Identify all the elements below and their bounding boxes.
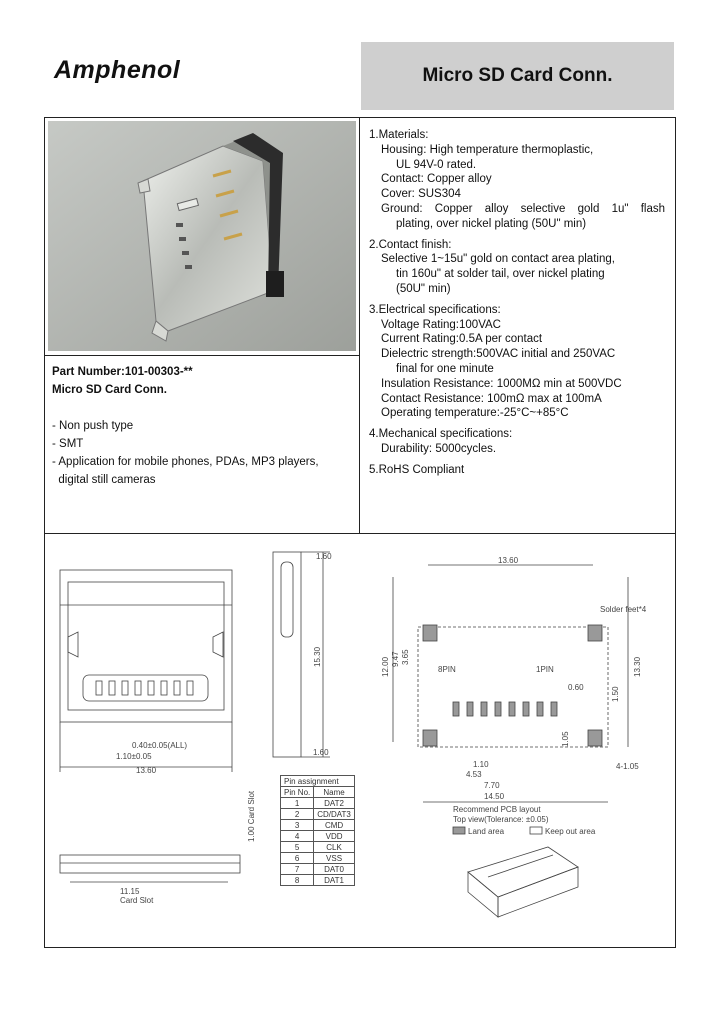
dim-label: 11.15 <box>120 887 140 896</box>
divider-drawing <box>44 533 676 534</box>
pin-no: 6 <box>281 853 314 864</box>
pcb-label: Solder feet*4 <box>600 605 647 614</box>
dim-label: 7.70 <box>484 781 500 790</box>
spec-line: Housing: High temperature thermoplastic, <box>381 143 594 156</box>
isometric-sketch <box>468 847 578 917</box>
dim-label: 1.05 <box>561 731 570 747</box>
spec-electrical <box>369 303 665 421</box>
land-area-swatch <box>453 827 465 834</box>
spec-line: Current Rating:0.5A per contact <box>381 333 543 346</box>
dim-label: 13.60 <box>136 766 157 775</box>
feature-item: - Non push type <box>52 420 134 432</box>
spec-line: plating, over nickel plating (50U" min) <box>396 217 587 230</box>
feature-item: - SMT <box>52 438 84 450</box>
spec-line: Ground: Copper alloy selective gold 1u" flash <box>381 202 665 215</box>
table-row <box>281 798 355 809</box>
spec-heading: 5.RoHS Compliant <box>369 463 465 476</box>
spec-line: Selective 1~15u" gold on contact area plating, <box>381 253 615 266</box>
spec-heading: 4.Mechanical specifications: <box>369 428 513 441</box>
spec-line: (50U" min) <box>396 282 451 295</box>
dim-label: 15.30 <box>313 646 322 667</box>
spec-line: tin 160u" at solder tail, over nickel plating <box>396 268 605 281</box>
table-row <box>281 809 355 820</box>
dim-label: 13.60 <box>498 556 519 565</box>
divider-photo <box>44 355 360 356</box>
pin-no: 8 <box>281 875 314 886</box>
pcb-caption: Recommend PCB layout <box>453 805 541 814</box>
pin-no: 5 <box>281 842 314 853</box>
pcb-label: 8PIN <box>438 665 456 674</box>
spec-heading: 3.Electrical specifications: <box>369 303 501 316</box>
table-row <box>281 842 355 853</box>
spec-mechanical <box>369 427 665 457</box>
table-row <box>281 831 355 842</box>
spec-line: Contact: Copper alloy <box>381 173 492 186</box>
pcb-caption: Top view(Tolerance: ±0.05) <box>453 815 549 824</box>
pin-name: CLK <box>314 842 355 853</box>
spec-line: Operating temperature:-25°C~+85°C <box>381 407 569 420</box>
keep-out-swatch <box>530 827 542 834</box>
pin-name: DAT0 <box>314 864 355 875</box>
spec-line: Dielectric strength:500VAC initial and 250VAC <box>381 348 616 361</box>
dim-label: 1.10±0.05 <box>116 752 152 761</box>
pin-no: 7 <box>281 864 314 875</box>
pin-name: CMD <box>314 820 355 831</box>
pin-name: VSS <box>314 853 355 864</box>
part-summary <box>52 363 357 489</box>
spec-heading: 1.Materials: <box>369 129 429 141</box>
table-row <box>281 820 355 831</box>
part-name: Micro SD Card Conn. <box>52 384 168 396</box>
pin-no: 2 <box>281 809 314 820</box>
pin-col-header: Pin No. <box>281 787 314 798</box>
front-bottom-view <box>60 855 240 882</box>
dim-label: 0.40±0.05(ALL) <box>132 741 188 750</box>
table-row <box>281 853 355 864</box>
spec-finish <box>369 238 665 297</box>
pin-no: 1 <box>281 798 314 809</box>
specifications <box>369 128 665 484</box>
spec-rohs <box>369 463 665 478</box>
pin-col-header: Name <box>314 787 355 798</box>
technical-drawing <box>48 537 672 944</box>
pin-assignment-table <box>280 775 355 886</box>
dim-label: 4-1.05 <box>616 762 639 771</box>
pin-no: 4 <box>281 831 314 842</box>
spec-heading: 2.Contact finish: <box>369 238 452 251</box>
part-number: Part Number:101-00303-** <box>52 366 193 378</box>
dim-label: 3.65 <box>401 649 410 665</box>
dim-label: 1.00 Card Slot <box>247 790 256 842</box>
spec-line: UL 94V-0 rated. <box>396 158 477 171</box>
spec-line: Voltage Rating:100VAC <box>381 318 501 331</box>
table-row <box>281 875 355 886</box>
legend-land: Land area <box>468 827 505 836</box>
dim-label: 13.30 <box>633 656 642 677</box>
spec-line: final for one minute <box>396 362 494 375</box>
pin-name: CD/DAT3 <box>314 809 355 820</box>
feature-item: - Application for mobile phones, PDAs, MP3 players, <box>52 456 319 468</box>
dim-label: 12.00 <box>381 656 390 677</box>
dim-label: 1.60 <box>316 552 332 561</box>
spec-line: Cover: SUS304 <box>381 188 461 201</box>
dim-label: 14.50 <box>484 792 505 801</box>
spec-materials <box>369 128 665 232</box>
dim-label: 1.10 <box>473 760 489 769</box>
spec-line: Durability: 5000cycles. <box>381 442 497 455</box>
pin-table-caption: Pin assignment <box>281 776 355 787</box>
pin-name: VDD <box>314 831 355 842</box>
pin-no: 3 <box>281 820 314 831</box>
pin-name: DAT1 <box>314 875 355 886</box>
doc-title: Micro SD Card Conn. <box>422 65 613 86</box>
dim-label: 1.50 <box>611 686 620 702</box>
spec-line: Insulation Resistance: 1000MΩ min at 500VDC <box>381 377 622 390</box>
spec-line: Contact Resistance: 100mΩ max at 100mA <box>381 392 602 405</box>
feature-item: digital still cameras <box>52 474 156 486</box>
brand-logo: Amphenol <box>54 56 181 84</box>
title-box <box>361 42 674 110</box>
table-row <box>281 864 355 875</box>
dim-label: 1.60 <box>313 748 329 757</box>
legend-keep: Keep out area <box>545 827 596 836</box>
dim-label: 0.60 <box>568 683 584 692</box>
dim-label: Card Slot <box>120 896 154 905</box>
pcb-label: 1PIN <box>536 665 554 674</box>
product-photo <box>48 121 356 351</box>
pin-name: DAT2 <box>314 798 355 809</box>
divider-vertical <box>359 117 360 533</box>
dim-label: 4.53 <box>466 770 482 779</box>
pcb-layout <box>393 565 628 802</box>
dim-label: 9.47 <box>391 651 400 667</box>
